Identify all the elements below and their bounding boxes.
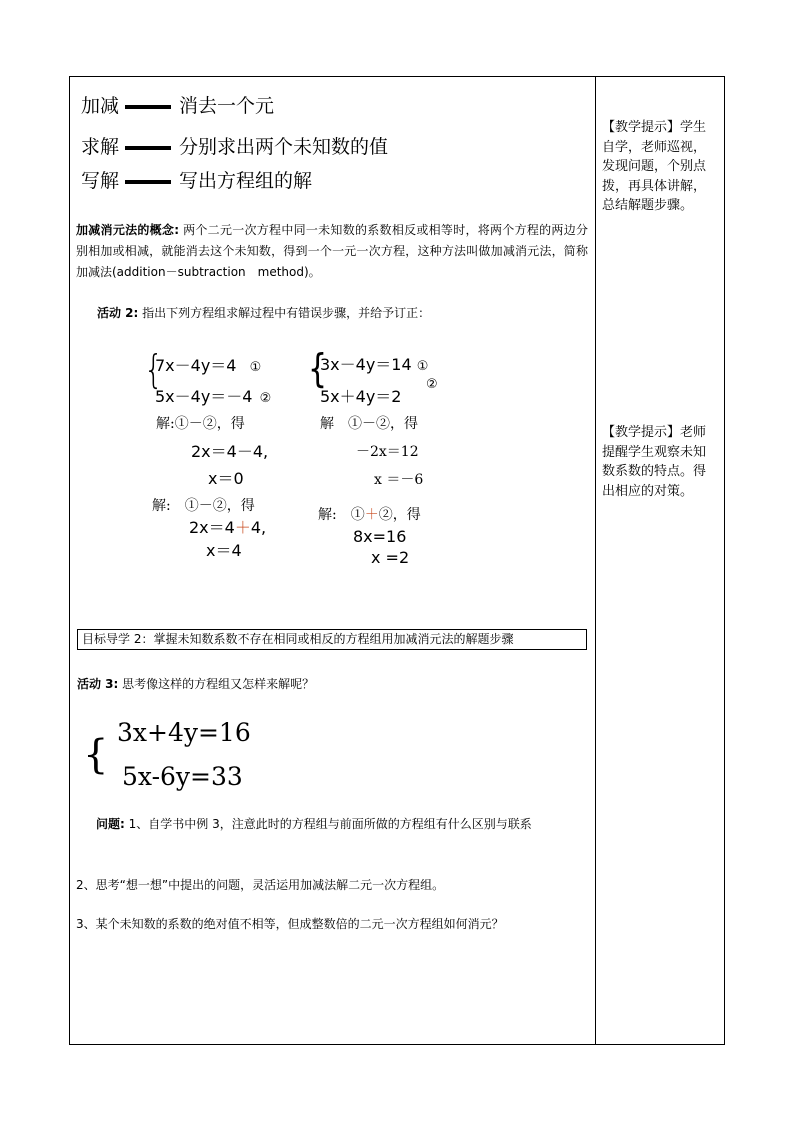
left-sol1-head: 解:①－②，得	[156, 416, 245, 432]
left-brace: {	[144, 348, 164, 394]
system3-eq1: 3x+4y=16	[117, 718, 251, 747]
red-operator: ＋	[234, 518, 251, 537]
equation-text: 5x＋4y＝2	[320, 387, 402, 406]
left-sol2-line1	[189, 515, 266, 538]
question-1	[76, 814, 588, 835]
step-qiujie	[81, 132, 388, 159]
step-label: 加减	[81, 95, 120, 117]
right-sol1-line2: x ＝－6	[374, 472, 424, 488]
step-jiajian	[81, 91, 274, 118]
step-xiejie	[81, 166, 312, 193]
activity3-text: 思考像这样的方程组又怎样来解呢？	[122, 677, 315, 691]
questions-title: 问题:	[96, 817, 125, 831]
activity2	[97, 304, 430, 321]
right-sol1-line1: －2x＝12	[356, 444, 419, 460]
right-eq1	[320, 352, 428, 375]
equation-text: 7x－4y＝4	[155, 356, 237, 375]
left-sol1-line2: x＝0	[208, 469, 244, 488]
concept-body: 两个二元一次方程中同一未知数的系数相反或相等时，将两个方程的两边分别相加或相减，就能消去这个未知数，得到一个一元一次方程，这种方法叫做加减消元法，简称加减法(addition－subtraction method)。	[76, 223, 588, 279]
question-3: 3、某个未知数的系数的绝对值不相等，但成整数倍的二元一次方程组如何消元？	[76, 917, 504, 931]
right-eq2-circled-number: ②	[426, 377, 438, 392]
right-eq2	[320, 384, 401, 407]
side-note-1: 【教学提示】学生自学，老师巡视，发现问题，个别点拨，再具体讲解，总结解题步骤。	[602, 120, 707, 213]
goal2-box: 目标导学 2：掌握未知数系数不存在相同或相反的方程组用加减消元法的解题步骤	[77, 629, 587, 650]
long-dash	[125, 146, 171, 150]
equation-text: 5x－4y＝－4	[155, 387, 253, 406]
left-eq1	[155, 353, 261, 376]
system3-eq2: 5x-6y=33	[122, 762, 243, 791]
right-sol2-line2: x =2	[371, 548, 410, 567]
long-dash	[125, 105, 171, 109]
concept-paragraph	[76, 220, 588, 283]
activity3	[77, 675, 314, 692]
circled-number: ①	[249, 360, 262, 375]
step-text: 消去一个元	[179, 95, 275, 117]
expr-part: 解: ①	[318, 507, 365, 523]
step-label: 写解	[81, 170, 120, 192]
right-sol1-head: 解 ①－②，得	[320, 416, 418, 432]
system3-brace: {	[83, 732, 109, 778]
long-dash	[125, 180, 171, 184]
question-1-text: 1、自学书中例 3，注意此时的方程组与前面所做的方程组有什么区别与联系	[128, 817, 532, 831]
expr-part: ②，得	[378, 507, 421, 523]
step-label: 求解	[81, 136, 120, 158]
equation-text: 3x－4y＝14	[320, 355, 412, 374]
question-2: 2、思考“想一想”中提出的问题，灵活运用加减法解二元一次方程组。	[76, 878, 445, 892]
left-sol2-line2: x＝4	[206, 541, 242, 560]
column-divider	[595, 76, 596, 1045]
activity3-title: 活动 3:	[77, 677, 119, 691]
side-note-2: 【教学提示】老师提醒学生观察未知数系数的特点。得出相应的对策。	[602, 425, 707, 499]
concept-title: 加减消元法的概念:	[76, 223, 180, 237]
right-brace: {	[308, 347, 328, 393]
circled-number: ②	[259, 391, 272, 406]
red-operator: ＋	[364, 507, 379, 523]
left-eq2	[155, 384, 271, 407]
step-text: 分别求出两个未知数的值	[179, 136, 389, 158]
activity2-title: 活动 2:	[97, 306, 139, 320]
step-text: 写出方程组的解	[179, 170, 313, 192]
right-sol2-head	[318, 504, 421, 524]
left-sol1-line1: 2x＝4－4,	[191, 442, 269, 461]
expr-part: 2x＝4	[189, 518, 235, 537]
activity2-text: 指出下列方程组求解过程中有错误步骤，并给予订正：	[142, 306, 431, 320]
right-sol2-line1: 8x=16	[353, 527, 407, 546]
expr-part: 4,	[250, 518, 267, 537]
left-sol2-head: 解: ①－②，得	[152, 498, 255, 514]
circled-number: ①	[416, 359, 429, 374]
